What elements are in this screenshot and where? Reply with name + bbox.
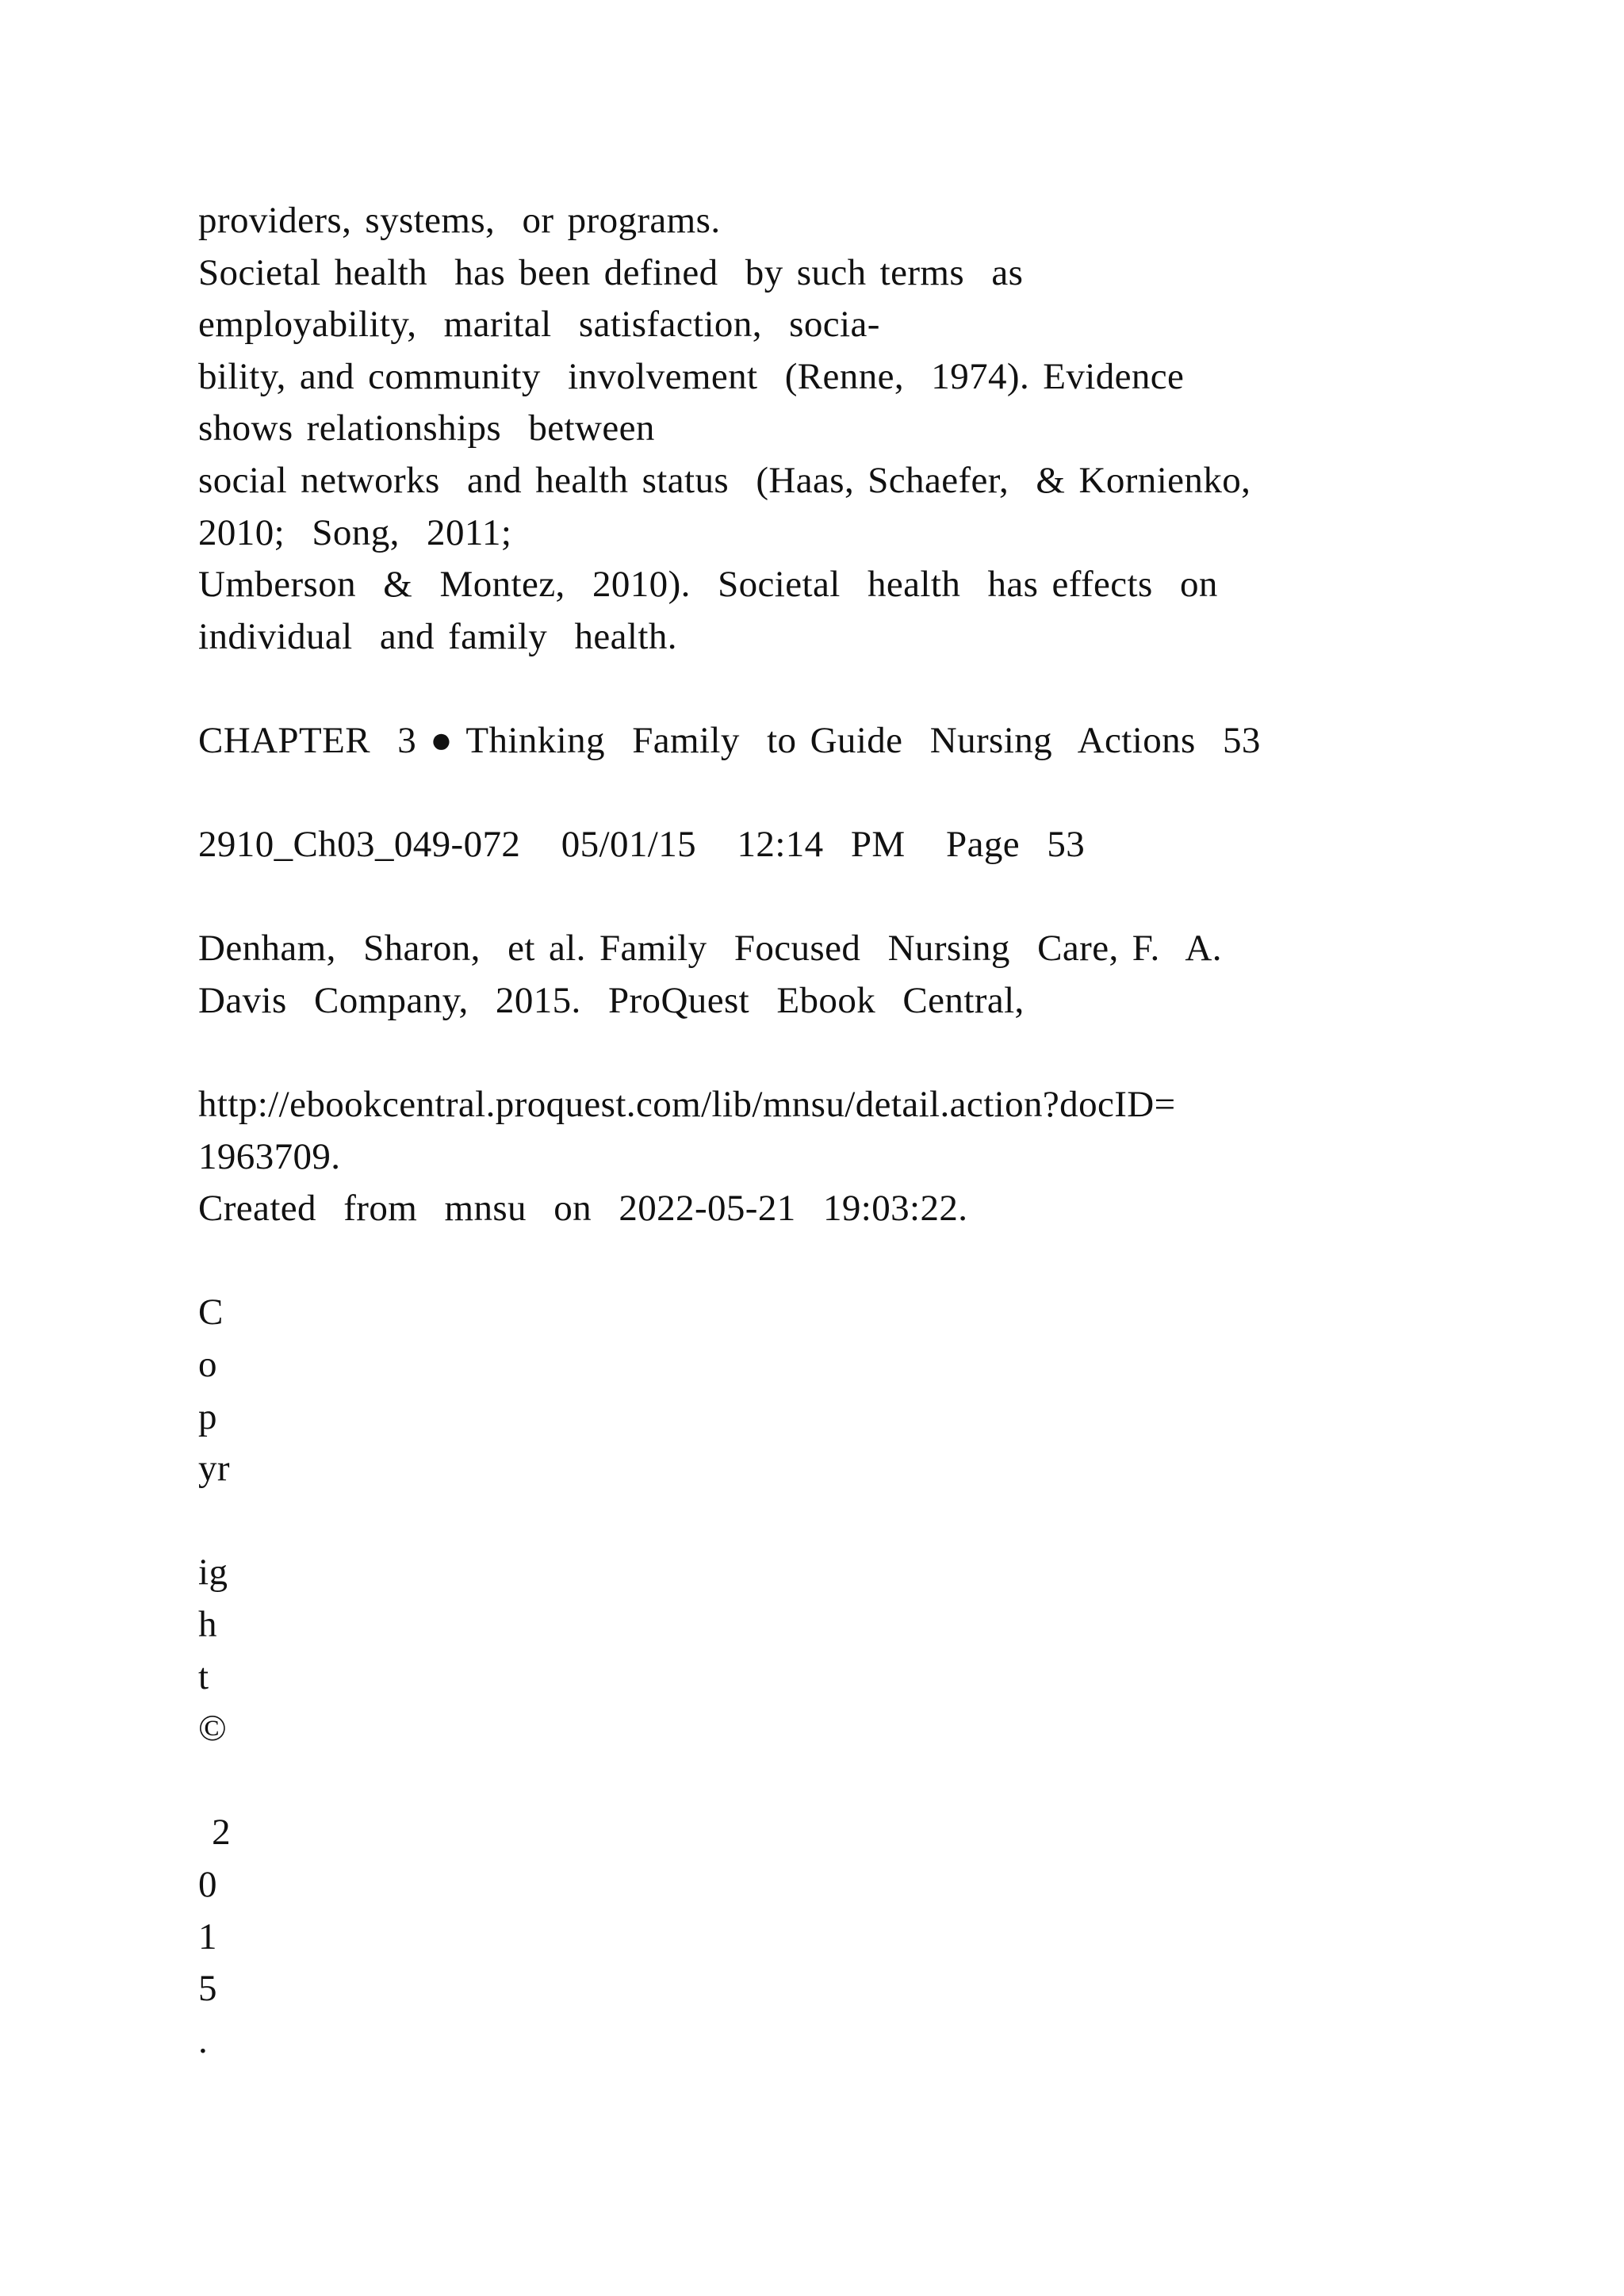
citation-line-2: Davis Company, 2015. ProQuest Ebook Central,: [198, 979, 1025, 1021]
paragraph-line-4: bility, and community involvement (Renne, 1974). Evidence: [198, 355, 1185, 397]
vertical-copyright-char: ig: [198, 1552, 228, 1594]
blank-line: [198, 1027, 1530, 1080]
document-text: [198, 195, 1530, 2067]
citation-line-1: Denham, Sharon, et al. Family Focused Nursing Care, F. A.: [198, 928, 1222, 970]
vertical-copyright-char: C: [198, 1292, 224, 1334]
vertical-copyright-char: p: [198, 1395, 217, 1437]
vertical-copyright-char: ©: [198, 1708, 228, 1750]
paragraph-line-1: providers, systems, or programs.: [198, 200, 721, 241]
vertical-copyright-char: t: [198, 1655, 209, 1697]
vertical-copyright-char: 1: [198, 1915, 217, 1957]
blank-line: [198, 871, 1530, 924]
url-line-1: http://ebookcentral.proquest.com/lib/mnsu/detail.action?docID=: [198, 1084, 1176, 1126]
url-line-2: 1963709.: [198, 1135, 341, 1177]
paragraph-line-3: employability, marital satisfaction, socia-: [198, 304, 880, 346]
vertical-copyright-char: h: [198, 1604, 217, 1646]
running-header: CHAPTER 3 ● Thinking Family to Guide Nursing Actions 53: [198, 719, 1261, 761]
blank-line: [198, 767, 1530, 820]
blank-line: [198, 663, 1530, 715]
vertical-copyright-char: 0: [198, 1864, 217, 1905]
vertical-copyright-char: yr: [198, 1448, 230, 1490]
vertical-copyright-char: o: [198, 1344, 217, 1386]
vertical-copyright-char: 5: [198, 1968, 217, 2010]
paragraph-line-2: Societal health has been defined by such terms as: [198, 251, 1024, 293]
paragraph-line-5: shows relationships between: [198, 408, 655, 450]
vertical-copyright-char: .: [198, 2019, 209, 2061]
file-stamp: 2910_Ch03_049-072 05/01/15 12:14 PM Page 53: [198, 824, 1086, 866]
blank-line: [198, 1495, 1530, 1548]
paragraph-line-9: individual and family health.: [198, 615, 677, 657]
blank-line: [198, 1235, 1530, 1288]
blank-line: [198, 1755, 1530, 1808]
paragraph-line-6: social networks and health status (Haas, Schaefer, & Kornienko,: [198, 459, 1251, 501]
paragraph-line-7: 2010; Song, 2011;: [198, 511, 512, 553]
created-line: Created from mnsu on 2022-05-21 19:03:22.: [198, 1188, 968, 1230]
vertical-copyright-char: 2: [198, 1812, 232, 1854]
paragraph-line-8: Umberson & Montez, 2010). Societal health has effects on: [198, 564, 1218, 606]
